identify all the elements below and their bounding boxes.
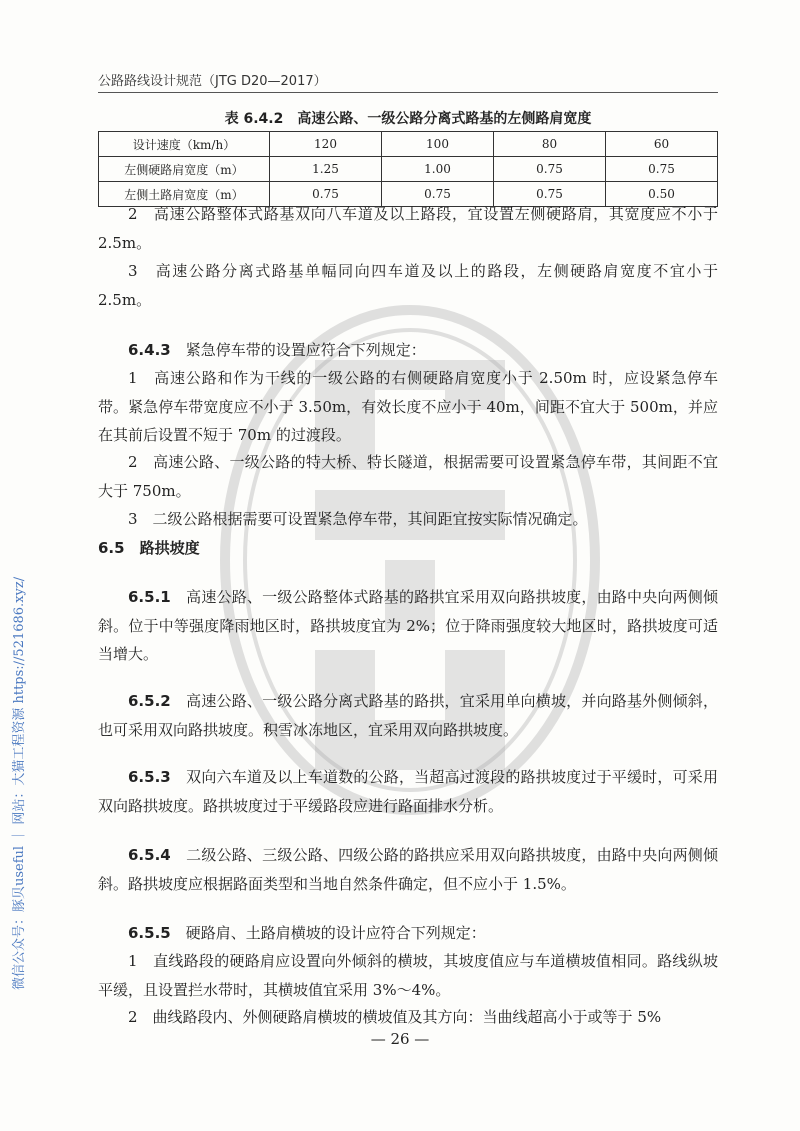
clause-text: 高速公路、一级公路分离式路基的路拱，宜采用单向横坡，并向路基外侧倾斜，也可采用双向路拱坡度。积雪冰冻地区，宜采用双向路拱坡度。 xyxy=(98,692,718,739)
table-cell: 120 xyxy=(270,132,382,157)
table-cell: 80 xyxy=(494,132,606,157)
paragraph: 2 高速公路整体式路基双向八车道及以上路段，宜设置左侧硬路肩，其宽度应不小于 2.5m。 xyxy=(98,205,718,252)
clause-text: 二级公路、三级公路、四级公路的路拱应采用双向路拱坡度，由路中央向两侧倾斜。路拱坡度应根据路面类型和当地自然条件确定，但不应小于 1.5%。 xyxy=(98,846,718,893)
table-cell: 左侧土路肩宽度（m） xyxy=(99,182,270,207)
table-cell: 0.75 xyxy=(494,157,606,182)
clause-number: 6.5.4 xyxy=(128,846,171,864)
clause-text: 双向六车道及以上车道数的公路，当超高过渡段的路拱坡度过于平缓时，可采用双向路拱坡度。路拱坡度过于平缓路段应进行路面排水分析。 xyxy=(98,768,718,815)
table-cell: 0.75 xyxy=(606,157,718,182)
clause-6-5-1 xyxy=(98,583,718,669)
table-cell: 左侧硬路肩宽度（m） xyxy=(99,157,270,182)
table-cell: 0.75 xyxy=(382,182,494,207)
table-cell: 1.25 xyxy=(270,157,382,182)
clause-number: 6.5.5 xyxy=(128,924,171,942)
table-cell: 100 xyxy=(382,132,494,157)
clause-text: 高速公路、一级公路整体式路基的路拱宜采用双向路拱坡度，由路中央向两侧倾斜。位于中等强度降雨地区时，路拱坡度宜为 2%；位于降雨强度较大地区时，路拱坡度可适当增大。 xyxy=(98,588,718,663)
clause-number: 6.5.1 xyxy=(128,588,171,606)
section-title: 路拱坡度 xyxy=(139,539,200,557)
header-divider xyxy=(98,92,718,93)
paragraph: 2 高速公路、一级公路的特大桥、特长隧道，根据需要可设置紧急停车带，其间距不宜大于 750m。 xyxy=(98,453,718,500)
clause-number: 6.5.3 xyxy=(128,768,171,786)
paragraph: 1 高速公路和作为干线的一级公路的右侧硬路肩宽度小于 2.50m 时，应设紧急停车带。紧急停车带宽度应不小于 3.50m，有效长度不应小于 40m，间距不宜大于 500m，并应在其前后设置不短于 70m 的过渡段。 xyxy=(98,369,718,444)
table-row xyxy=(99,132,718,157)
table-row xyxy=(99,157,718,182)
side-watermark: 微信公众号：豚贝useful ｜ 网站：大猫工程资源 https://521686.xyz/ xyxy=(12,576,27,990)
clause-6-4-3 xyxy=(98,336,718,365)
section-number: 6.5 xyxy=(98,539,125,557)
clause-text: 硬路肩、土路肩横坡的设计应符合下列规定： xyxy=(185,924,486,942)
clause-6-5-3 xyxy=(98,763,718,820)
table-cell: 0.50 xyxy=(606,182,718,207)
table-cell: 0.75 xyxy=(494,182,606,207)
paragraph: 2 曲线路段内、外侧硬路肩横坡的横坡值及其方向：当曲线超高小于或等于 5% xyxy=(128,1008,662,1026)
table-cell: 设计速度（km/h） xyxy=(99,132,270,157)
section-heading-6-5 xyxy=(98,534,718,563)
paragraph: 3 高速公路分离式路基单幅同向四车道及以上的路段，左侧硬路肩宽度不宜小于 2.5m。 xyxy=(98,262,718,309)
clause-6-5-5 xyxy=(98,919,718,948)
table-cell: 60 xyxy=(606,132,718,157)
paragraph: 3 二级公路根据需要可设置紧急停车带，其间距宜按实际情况确定。 xyxy=(128,510,588,528)
clause-6-5-4 xyxy=(98,841,718,898)
clause-number: 6.4.3 xyxy=(128,341,171,359)
running-header: 公路路线设计规范（JTG D20—2017） xyxy=(98,74,327,89)
clause-6-5-2 xyxy=(98,687,718,744)
table-cell: 1.00 xyxy=(382,157,494,182)
clause-text: 紧急停车带的设置应符合下列规定： xyxy=(185,341,426,359)
shoulder-width-table xyxy=(98,131,718,207)
table-cell: 0.75 xyxy=(270,182,382,207)
paragraph: 1 直线路段的硬路肩应设置向外倾斜的横坡，其坡度值应与车道横坡值相同。路线纵坡平缓，且设置拦水带时，其横坡值宜采用 3%～4%。 xyxy=(98,952,718,999)
clause-number: 6.5.2 xyxy=(128,692,171,710)
page-number: — 26 — xyxy=(370,1030,430,1048)
table-caption: 表 6.4.2 高速公路、一级公路分离式路基的左侧路肩宽度 xyxy=(224,111,592,127)
